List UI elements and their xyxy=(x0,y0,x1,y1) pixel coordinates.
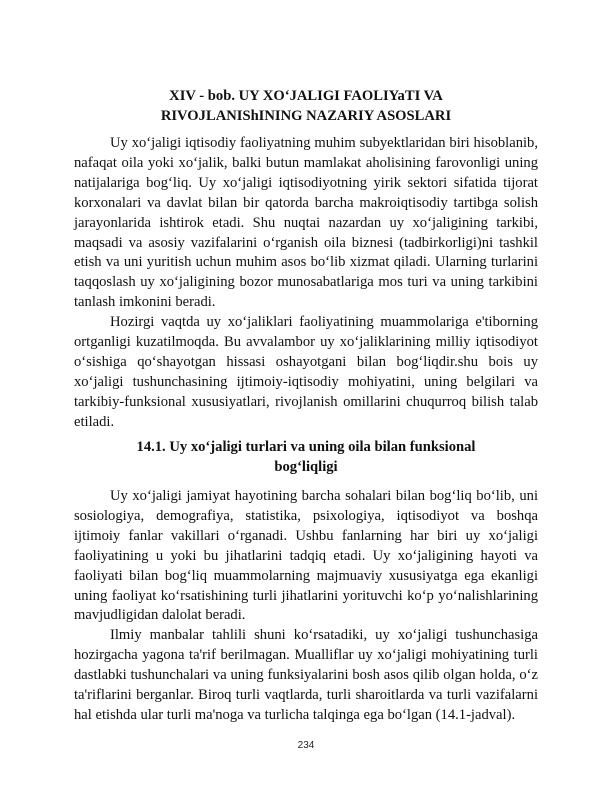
intro-text xyxy=(74,134,538,433)
section-title xyxy=(74,437,538,477)
paragraph: Hozirgi vaqtda uy xo‘jaliklari faoliyatining muammolariga e'tiborning ortganligi kuzatilmoqda. Bu avvalambor uy xo‘jaliklarining milliy iqtisodiyot o‘sishiga qo‘shayotgan hissasi oshayotgani bilan bog‘liqdir.shu bois uy xo‘jaligi tushunchasining ijtimoiy-iqtisodiy mohiyatini, uning belgilari va tarkibiy-funksional xususiyatlari, rivojlanish omillarini chuqurroq bilish talab etiladi. xyxy=(74,314,538,430)
section-text xyxy=(74,487,538,726)
chapter-title xyxy=(74,86,538,126)
chapter-title-line-1: XIV - bob. UY XO‘JALIGI FAOLIYaTI VA xyxy=(169,88,443,104)
section-title-line-1: 14.1. Uy xo‘jaligi turlari va uning oila bilan funksional xyxy=(136,439,476,455)
chapter-title-line-2: RIVOJLANIShINING NAZARIY ASOSLARI xyxy=(160,108,452,124)
page-number: 234 xyxy=(297,740,315,751)
section-title-line-2: bog‘liqligi xyxy=(274,459,338,475)
paragraph: Ilmiy manbalar tahlili shuni ko‘rsatadiki, uy xo‘jaligi tushunchasiga hozirgacha yagona ta'rif berilmagan. Mualliflar uy xo‘jaligi mohiyatining turli dastlabki tushunchalari va uning funksiyalarini bosh asos qilib olgan holda, o‘z ta'riflarini berganlar. Biroq turli vaqtlarda, turli sharoitlarda va turli vazifalarni hal etishda ular turli ma'noga va turlicha talqinga ega bo‘lgan (14.1-jadval). xyxy=(74,627,538,723)
paragraph: Uy xo‘jaligi iqtisodiy faoliyatning muhim subyektlaridan biri hisoblanib, nafaqat oila yoki xo‘jalik, balki butun mamlakat aholisining farovonligi uning natijalariga bog‘liq. Uy xo‘jaligi iqtisodiyotning yirik sektori sifatida tijorat korxonalari va davlat bilan bir qatorda barcha makroiqtisodiy tartibga solish jarayonlarida ishtirok etadi. Shu nuqtai nazardan uy xo‘jaligining tarkibi, maqsadi va asosiy vazifalarini o‘rganish oila biznesi (tadbirkorligi)ni tashkil etish va uni yuritish uchun muhim asos bo‘lib xizmat qiladi. Ularning turlarini taqqoslash uy xo‘jaligining bozor munosabatlariga mos turi va uning tarkibini tanlash imkonini beradi. xyxy=(74,135,538,311)
paragraph: Uy xo‘jaligi jamiyat hayotining barcha sohalari bilan bog‘liq bo‘lib, uni sosiologiya, demografiya, statistika, psixologiya, iqtisodiyot va boshqa ijtimoiy fanlar vakillari o‘rganadi. Ushbu fanlarning har biri uy xo‘jaligi faoliyatining u yoki bu jihatlarini tadqiq etadi. Uy xo‘jaligining hayoti va faoliyati bilan bog‘liq muammolarning majmuaviy xususiyatga ega ekanligi uning faoliyat ko‘rsatishining turli jihatlarini yorituvchi ko‘p yo‘nalishlarining mavjudligidan dalolat beradi. xyxy=(74,488,538,624)
